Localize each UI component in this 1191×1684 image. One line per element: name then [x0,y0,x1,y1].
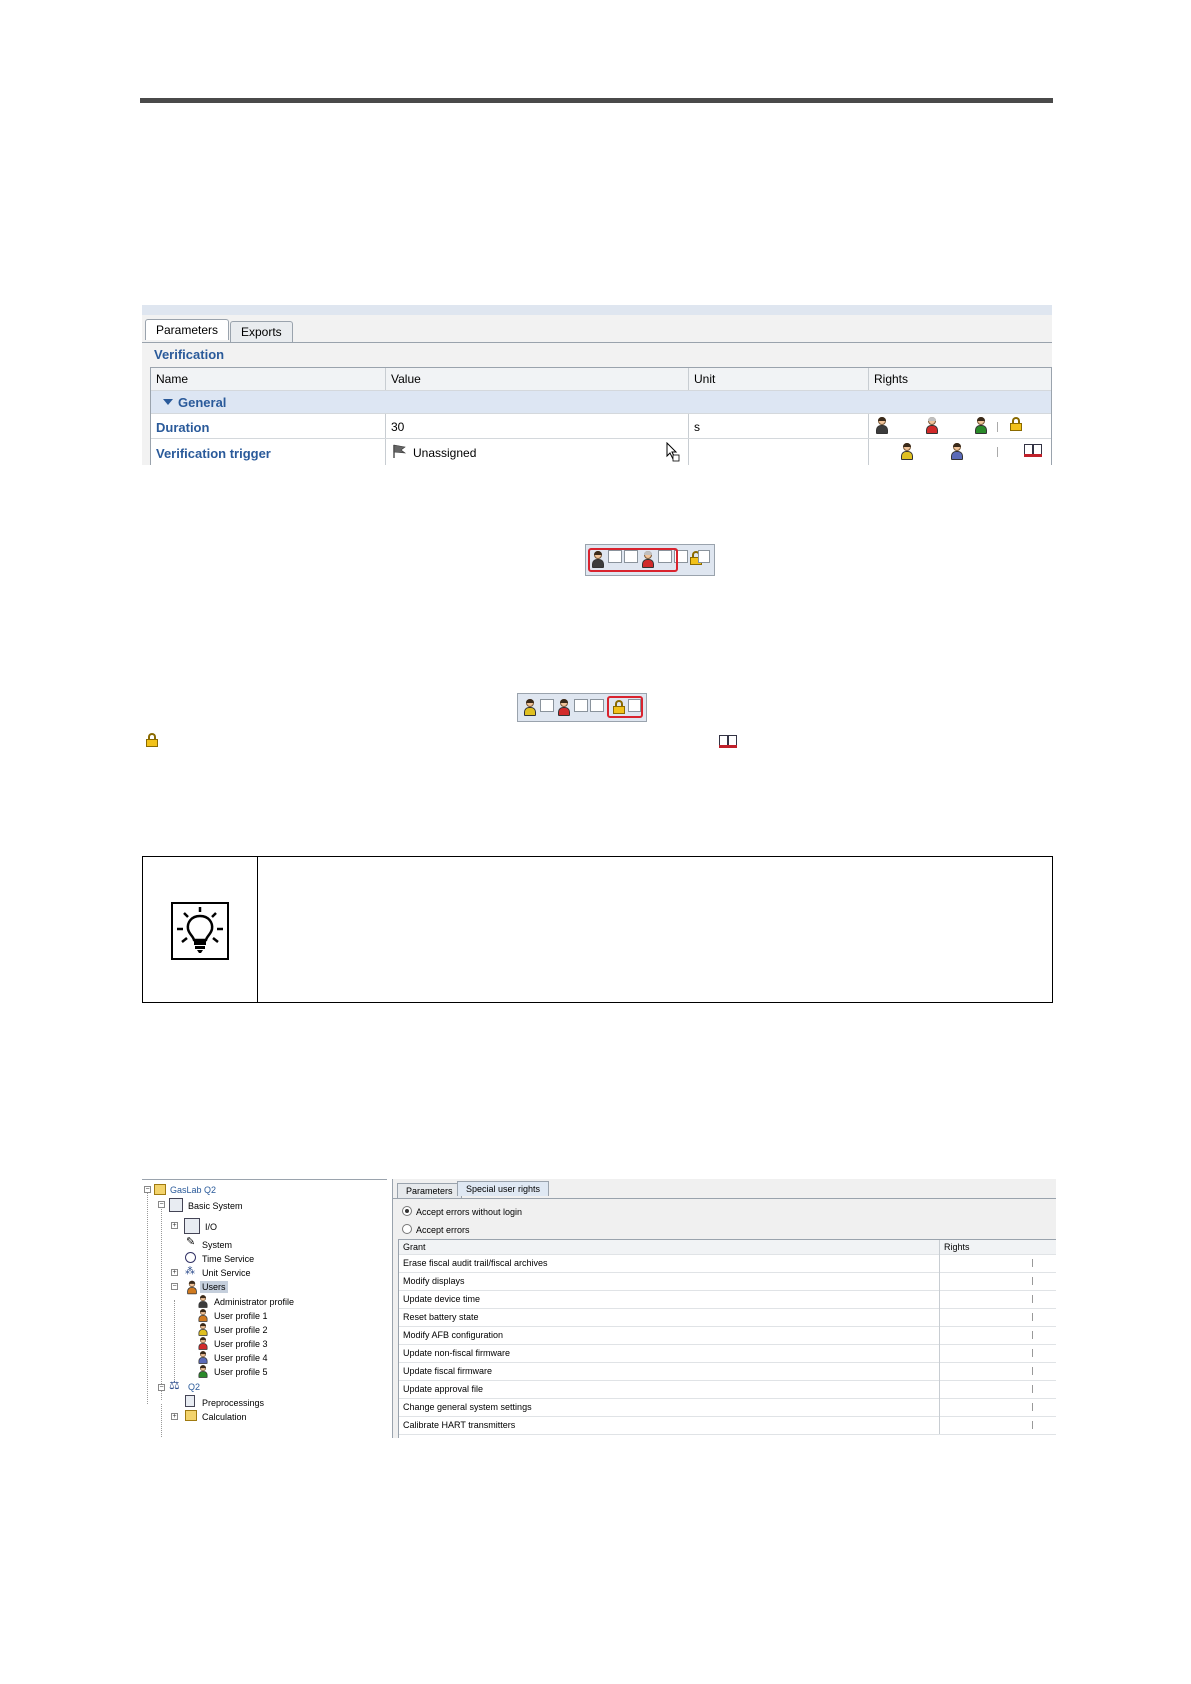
user-icon [199,1309,208,1322]
parameters-table [150,367,1052,465]
param-unit: s [689,414,869,438]
tab-underline [393,1198,1056,1199]
group-row-general[interactable] [151,391,1051,414]
cursor-icon [666,442,680,462]
table-row-verification-trigger[interactable] [151,439,1051,465]
column-header-grant[interactable]: Grant [403,1242,426,1252]
table-row[interactable]: Change general system settings [399,1398,1056,1417]
empty-slot [590,699,604,712]
tree-guide-line [161,1204,162,1400]
collapse-toggle[interactable]: − [159,1201,164,1208]
tree-guide-line [161,1404,162,1438]
rights-strip-example-2 [517,693,647,722]
collapse-triangle-icon[interactable] [163,399,173,405]
table-row[interactable]: Calibrate HART transmitters [399,1416,1056,1435]
tip-divider [257,857,258,1002]
table-row[interactable]: Update device time [399,1290,1056,1309]
expand-toggle[interactable]: + [172,1222,177,1229]
book-icon[interactable] [1024,444,1042,457]
column-header-rights[interactable]: Rights [939,1240,1056,1254]
param-rights[interactable] [869,439,1051,465]
user-icon [199,1295,208,1308]
column-header-unit[interactable]: Unit [689,368,869,390]
tab-parameters[interactable]: Parameters [397,1183,462,1198]
io-icon [184,1218,200,1234]
table-row-duration[interactable] [151,414,1051,439]
highlight-box [607,696,643,718]
user-icon[interactable] [901,443,913,460]
user-icon [558,699,570,716]
unassigned-label: Unassigned [413,446,477,460]
empty-slot [574,699,588,712]
table-row[interactable]: Reset battery state [399,1308,1056,1327]
parameters-screenshot [142,305,1052,465]
grants-table [398,1239,1056,1438]
header-rule [140,98,1053,103]
expand-toggle[interactable]: + [172,1413,177,1420]
param-name: Duration [151,414,386,438]
table-header-row [151,368,1051,391]
rights-strip-example-1 [585,544,715,576]
units-icon: ⁂ [185,1266,195,1277]
table-row[interactable]: Update non-fiscal firmware [399,1344,1056,1363]
user-icon[interactable] [876,417,888,434]
table-row[interactable]: Erase fiscal audit trail/fiscal archives [399,1254,1056,1273]
user-icon[interactable] [975,417,987,434]
param-value[interactable]: 30 [386,414,689,438]
tab-exports[interactable]: Exports [230,321,293,342]
tree-guide-line [147,1190,148,1404]
user-icon[interactable] [926,417,938,434]
highlight-box [588,548,678,572]
section-title: Verification [154,347,225,362]
group-label: General [178,395,227,410]
param-rights[interactable] [869,414,1051,438]
user-icon[interactable] [951,443,963,460]
special-rights-screenshot [142,1179,1056,1438]
flag-icon [391,443,409,459]
users-icon [187,1281,197,1295]
user-icon [524,699,536,716]
user-icon [199,1365,208,1378]
tip-box [142,856,1053,1003]
collapse-toggle[interactable]: − [159,1384,164,1391]
table-row[interactable]: Update fiscal firmware [399,1362,1056,1381]
lock-icon [146,733,158,747]
window-top-strip [142,305,1052,315]
radio-accept-errors[interactable] [402,1224,412,1234]
user-icon [199,1337,208,1350]
table-row[interactable]: Modify AFB configuration [399,1326,1056,1345]
collapse-toggle[interactable]: − [145,1186,150,1193]
table-row[interactable]: Update approval file [399,1380,1056,1399]
q2-icon: ⚖ [169,1378,180,1392]
param-name: Verification trigger [151,439,386,465]
collapse-toggle[interactable]: − [172,1283,177,1290]
user-icon [199,1351,208,1364]
user-icon [199,1323,208,1336]
param-unit [689,439,869,465]
list-icon [185,1395,195,1407]
system-icon [169,1198,183,1212]
table-row[interactable]: Modify displays [399,1272,1056,1291]
expand-toggle[interactable]: + [172,1269,177,1276]
lightbulb-icon [171,902,229,960]
param-value[interactable] [386,439,689,465]
empty-slot [698,550,710,563]
column-header-name[interactable]: Name [151,368,386,390]
empty-slot [540,699,554,712]
folder-icon [154,1184,166,1195]
rights-separator [997,422,998,432]
clock-icon [185,1252,196,1263]
special-rights-panel [392,1179,1056,1438]
tab-underline [142,342,1052,343]
book-icon [719,735,737,748]
wrench-icon: ✎ [186,1236,196,1248]
lock-icon[interactable] [1010,417,1022,431]
tree-guide-line [174,1300,175,1380]
radio-label: Accept errors [416,1225,470,1235]
column-header-rights[interactable]: Rights [874,372,909,386]
navigation-tree: − GasLab Q2 − Basic System + I/O ✎ System Time Service + ⁂ Unit Service − Users Administrator profile User profile 1 User profile 2 User profile 3 User profile 4 User profile 5 − ⚖ Q2 Preprocessings + Calculation [142,1179,387,1438]
column-header-value[interactable]: Value [386,368,689,390]
tab-parameters[interactable]: Parameters [145,319,229,340]
radio-label: Accept errors without login [416,1207,523,1217]
table-header-row [399,1240,1056,1255]
radio-accept-errors-without-login[interactable] [402,1206,412,1216]
folder-icon [185,1410,197,1421]
tab-special-user-rights[interactable]: Special user rights [457,1181,549,1196]
rights-separator [997,447,998,457]
